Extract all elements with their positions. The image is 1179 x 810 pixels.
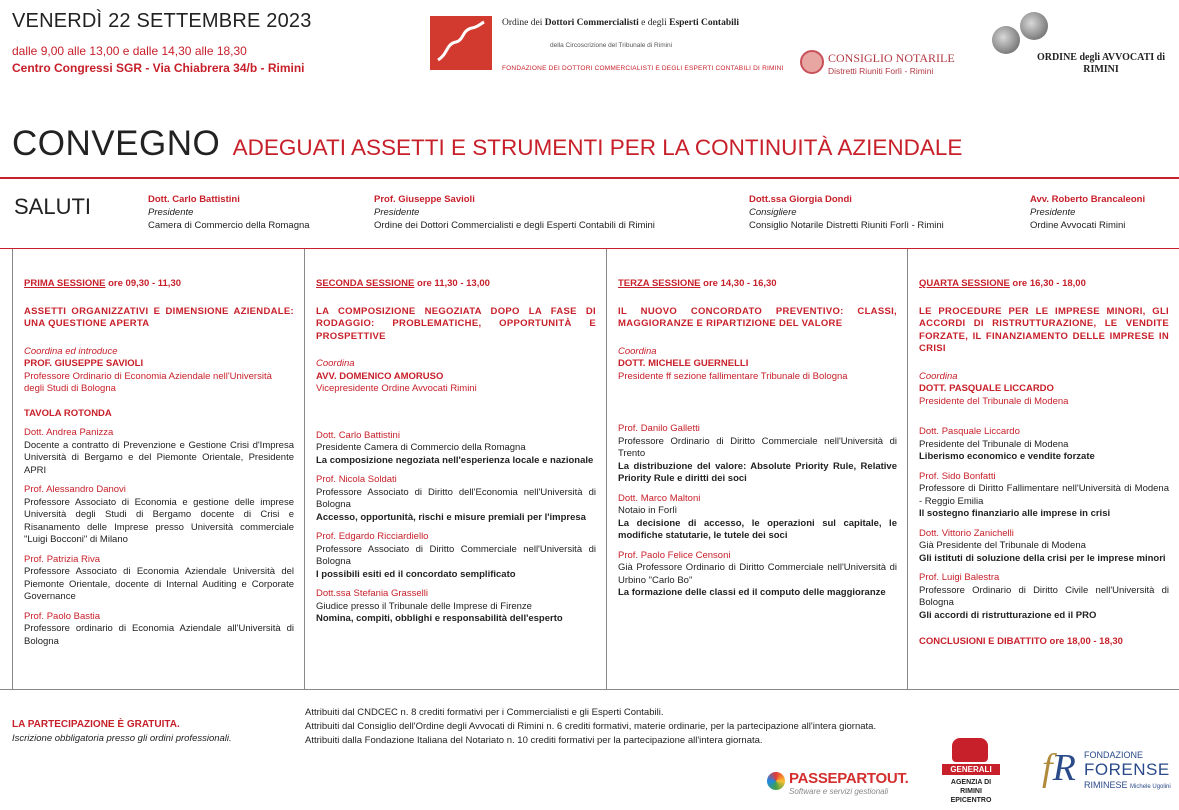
odcec-subtitle: della Circoscrizione del Tribunale di Rimini: [550, 42, 673, 49]
speaker-name: Dott. Vittorio Zanichelli: [919, 527, 1014, 539]
speaker-role: Già Presidente del Tribunale di Modena: [919, 540, 1086, 551]
speaker: [24, 611, 294, 649]
speaker-role: Presidente del Tribunale di Modena: [919, 438, 1069, 450]
notai-sub: Distretti Riuniti Forlì - Rimini: [828, 66, 934, 76]
session-heading: [316, 278, 596, 291]
avvocati-name: ORDINE degli AVVOCATI di RIMINI: [1036, 52, 1166, 75]
greeting-name: Avv. Roberto Brancaleoni: [1030, 194, 1146, 205]
coordinator-role: Professore Ordinario di Economia Aziendale nell'Università degli Studi di Bologna: [24, 370, 272, 394]
speaker-role: Giudice presso il Tribunale delle Imprese di Firenze: [316, 600, 532, 612]
greeting: [374, 193, 655, 232]
greeting-org: Consiglio Notarile Distretti Riuniti Forlì - Rimini: [749, 220, 944, 231]
passepartout-logo: [767, 770, 927, 800]
coordinator-name: DOTT. MICHELE GUERNELLI: [618, 358, 749, 369]
speaker: [919, 426, 1169, 464]
speaker-role: Notaio in Forlì: [618, 505, 678, 516]
speaker-name: Prof. Nicola Soldati: [316, 474, 397, 485]
speaker-role: Docente a contratto di Prevenzione e Gestione Crisi d'Impresa Università di Bergamo e del Piemonte Orientale, Presidente APRI: [24, 439, 294, 476]
talk-title: Nomina, compiti, obblighi e responsabilità dell'esperto: [316, 613, 563, 624]
passepartout-mark-icon: [767, 772, 785, 790]
speaker-name: Prof. Paolo Felice Censoni: [618, 549, 731, 561]
talk-title: Accesso, opportunità, rischi e misure premiali per l'impresa: [316, 511, 586, 523]
speaker-role: Professore Associato di Economia e gestione delle imprese Università degli Studi di Bergamo docente di Crisi e Risanamento delle Imprese presso Università commerciale "Luigi Bocconi" di Milano: [24, 496, 294, 545]
speaker: [316, 588, 596, 626]
greeting-role: Presidente: [148, 207, 194, 218]
session-name: TERZA SESSIONE: [618, 278, 701, 289]
passepartout-sub: Software e servizi gestionali: [789, 787, 889, 796]
coordinator-label: Coordina: [618, 345, 657, 357]
session-title: LA COMPOSIZIONE NEGOZIATA DOPO LA FASE DI RODAGGIO: PROBLEMATICHE, OPPORTUNITÀ E PROSPETTIVE: [316, 305, 596, 342]
session-time: ore 14,30 - 16,30: [700, 278, 777, 289]
odcec-mark-icon: [430, 16, 492, 70]
greeting-org: Ordine dei Dottori Commercialisti e degli Esperti Contabili di Rimini: [374, 220, 655, 231]
conclusion: CONCLUSIONI E DIBATTITO ore 18,00 - 18,30: [919, 636, 1123, 647]
avvocati-logo: [990, 12, 1170, 82]
greeting-role: Presidente: [374, 207, 420, 218]
fondazione-forense-logo: [1040, 744, 1179, 804]
divider: [0, 689, 1179, 690]
odcec-title: Ordine dei Dottori Commercialisti e degli Esperti Contabili: [502, 18, 740, 28]
session-name: SECONDA SESSIONE: [316, 278, 415, 289]
talk-title: Gli accordi di ristrutturazione ed il PRO: [919, 609, 1097, 621]
credit-line: Attribuiti dal Consiglio dell'Ordine degli Avvocati di Rimini n. 6 crediti formativi, materie ordinarie, per la partecipazione all'intera giornata.: [305, 721, 877, 732]
ff-line2: FORENSE: [1084, 760, 1170, 779]
coordinator-label: Coordina: [316, 358, 355, 369]
session-title: IL NUOVO CONCORDATO PREVENTIVO: CLASSI, MAGGIORANZE E RIPARTIZIONE DEL VALORE: [618, 305, 897, 329]
greeting-role: Consigliere: [749, 207, 797, 218]
title-main: CONVEGNO: [12, 124, 221, 163]
speaker: [618, 550, 897, 600]
ff-line3: RIMINESE Michele Ugolini: [1084, 780, 1171, 790]
speaker-role: Professore Ordinario di Diritto Commerciale nell'Università di Trento: [618, 435, 897, 459]
spacer: [618, 395, 897, 423]
greeting-name: Dott.ssa Giorgia Dondi: [749, 194, 852, 205]
speaker-name: Dott. Carlo Battistini: [316, 429, 400, 441]
talk-title: La composizione negoziata nell'esperienza locale e nazionale: [316, 454, 594, 466]
speaker-name: Dott. Marco Maltoni: [618, 492, 701, 504]
session-column: [907, 249, 1179, 689]
speaker: [618, 493, 897, 543]
speaker: [24, 554, 294, 604]
speaker: [316, 531, 596, 581]
generali-brand: GENERALI: [942, 764, 1000, 775]
coordinator-name: PROF. GIUSEPPE SAVIOLI: [24, 358, 144, 369]
greeting-org: Ordine Avvocati Rimini: [1030, 220, 1126, 231]
session-heading: [919, 278, 1169, 291]
generali-logo: [942, 738, 1000, 802]
generali-sub: AGENZIA DI RIMINI EPICENTRO: [950, 779, 992, 804]
notai-logo: [800, 48, 960, 78]
session-time: ore 16,30 - 18,00: [1009, 278, 1086, 289]
speaker-name: Prof. Patrizia Riva: [24, 553, 101, 565]
passepartout-name: PASSEPARTOUT.: [789, 770, 909, 787]
speaker: [919, 471, 1169, 521]
greeting-role: Presidente: [1030, 207, 1076, 218]
odcec-logo: [430, 16, 784, 76]
saluti-label: SALUTI: [14, 194, 92, 219]
speaker-role: Professore ordinario di Economia Aziendale all'Università di Bologna: [24, 623, 294, 647]
speaker: [24, 427, 294, 477]
speaker-role: Professore Associato di Economia Aziendale Università del Piemonte Orientale, docente di Internal Auditing e Corporate Governance: [24, 566, 294, 602]
speaker-name: Dott. Andrea Panizza: [24, 427, 114, 438]
greeting-org: Camera di Commercio della Romagna: [148, 220, 310, 231]
coordinator-role: Vicepresidente Ordine Avvocati Rimini: [316, 383, 477, 394]
credit-line: Attribuiti dal CNDCEC n. 8 crediti formativi per i Commercialisti e gli Esperti Contabili.: [305, 707, 664, 718]
credit-line: Attribuiti dalla Fondazione Italiana del Notariato n. 10 crediti formativi per la partecipazione all'intera giornata.: [305, 735, 763, 746]
speaker-role: Professore Associato di Diritto Commerciale nell'Università di Bologna: [316, 543, 596, 567]
speaker: [316, 474, 596, 524]
speaker-role: Professore Associato di Diritto dell'Economia nell'Università di Bologna: [316, 486, 596, 510]
session-time: ore 11,30 - 13,00: [414, 278, 490, 289]
talk-title: Il sostegno finanziario alle imprese in crisi: [919, 508, 1111, 519]
greeting-name: Dott. Carlo Battistini: [148, 194, 240, 205]
speaker-name: Prof. Sido Bonfatti: [919, 470, 996, 482]
greeting: [148, 193, 310, 232]
notai-seal-icon: [800, 50, 824, 74]
ff-line1: FONDAZIONE: [1084, 750, 1144, 760]
free-participation: LA PARTECIPAZIONE È GRATUITA.: [12, 719, 180, 730]
session-name: QUARTA SESSIONE: [919, 278, 1010, 289]
event-venue: Centro Congressi SGR - Via Chiabrera 34/b - Rimini: [12, 61, 305, 75]
session-column: [606, 249, 907, 689]
event-hours: dalle 9,00 alle 13,00 e dalle 14,30 alle 18,30: [12, 44, 247, 58]
title-sub: ADEGUATI ASSETTI E STRUMENTI PER LA CONTINUITÀ AZIENDALE: [232, 135, 963, 160]
speaker: [24, 484, 294, 547]
coordinator-name: DOTT. PASQUALE LICCARDO: [919, 383, 1054, 394]
greeting-name: Prof. Giuseppe Savioli: [374, 194, 475, 205]
talk-title: La decisione di accesso, le operazioni sul capitale, le modifiche statutarie, le tutele dei soci: [618, 517, 897, 541]
session-heading: [618, 278, 897, 291]
speaker-role: Già Professore Ordinario di Diritto Commerciale nell'Università di Urbino "Carlo Bo": [618, 562, 897, 586]
coin-icon: [992, 26, 1020, 54]
speaker-role: Professore Ordinario di Diritto Civile nell'Università di Bologna: [919, 584, 1169, 608]
lion-icon: [952, 738, 988, 762]
odcec-foundation: FONDAZIONE DEI DOTTORI COMMERCIALISTI E DEGLI ESPERTI CONTABILI DI RIMINI: [502, 65, 784, 72]
ff-monogram-icon: fR: [1042, 747, 1076, 789]
coin-icon: [1020, 12, 1048, 40]
session-heading: [24, 278, 294, 291]
greeting: [749, 193, 944, 232]
spacer: [316, 408, 596, 430]
session-name: PRIMA SESSIONE: [24, 278, 106, 289]
coordinator-role: Presidente ff sezione fallimentare Tribunale di Bologna: [618, 370, 848, 382]
speaker-name: Prof. Edgardo Ricciardiello: [316, 531, 429, 542]
coordinator-role: Presidente del Tribunale di Modena: [919, 395, 1069, 407]
speaker-name: Dott.ssa Stefania Grasselli: [316, 588, 428, 599]
talk-title: Gli istituti di soluzione della crisi per le imprese minori: [919, 552, 1166, 564]
talk-title: La distribuzione del valore: Absolute Priority Rule, Relative Priority Rule e diritti dei soci: [618, 460, 897, 484]
speaker: [316, 430, 596, 468]
page-title: [12, 124, 962, 164]
session-time: ore 09,30 - 11,30: [105, 278, 182, 289]
greeting: [1030, 193, 1145, 232]
session-column: [13, 249, 304, 689]
session-title: ASSETTI ORGANIZZATIVI E DIMENSIONE AZIENDALE: UNA QUESTIONE APERTA: [24, 305, 294, 329]
talk-title: La formazione delle classi ed il computo delle maggioranze: [618, 587, 886, 598]
talk-title: Liberismo economico e vendite forzate: [919, 451, 1095, 462]
session-column: [304, 249, 606, 689]
event-date: VENERDÌ 22 SETTEMBRE 2023: [12, 10, 312, 32]
notai-name: CONSIGLIO NOTARILE: [828, 51, 955, 65]
speaker-role: Presidente Camera di Commercio della Romagna: [316, 442, 526, 453]
speaker: [919, 528, 1169, 566]
speaker-name: Prof. Luigi Balestra: [919, 572, 1000, 583]
talk-title: I possibili esiti ed il concordato semplificato: [316, 568, 516, 580]
registration-requirement: Iscrizione obbligatoria presso gli ordini professionali.: [12, 733, 232, 744]
speaker-role: Professore di Diritto Fallimentare nell'Università di Modena - Reggio Emilia: [919, 483, 1169, 507]
divider: [0, 177, 1179, 179]
coordinator-name: AVV. DOMENICO AMORUSO: [316, 370, 444, 382]
speaker-name: Prof. Danilo Galletti: [618, 423, 700, 434]
coordinator-label: Coordina: [919, 370, 958, 382]
coordinator-label: Coordina ed introduce: [24, 345, 118, 357]
speaker-name: Dott. Pasquale Liccardo: [919, 426, 1020, 437]
speaker-name: Prof. Paolo Bastia: [24, 610, 101, 622]
speaker-name: Prof. Alessandro Danovi: [24, 484, 126, 495]
speaker: [919, 572, 1169, 622]
round-table-label: TAVOLA ROTONDA: [24, 407, 112, 419]
speaker: [618, 423, 897, 486]
session-title: LE PROCEDURE PER LE IMPRESE MINORI, GLI ACCORDI DI RISTRUTTURAZIONE, LE VENDITE FORZATE, IL FINANZIAMENTO DELLE IMPRESE IN CRISI: [919, 305, 1169, 354]
